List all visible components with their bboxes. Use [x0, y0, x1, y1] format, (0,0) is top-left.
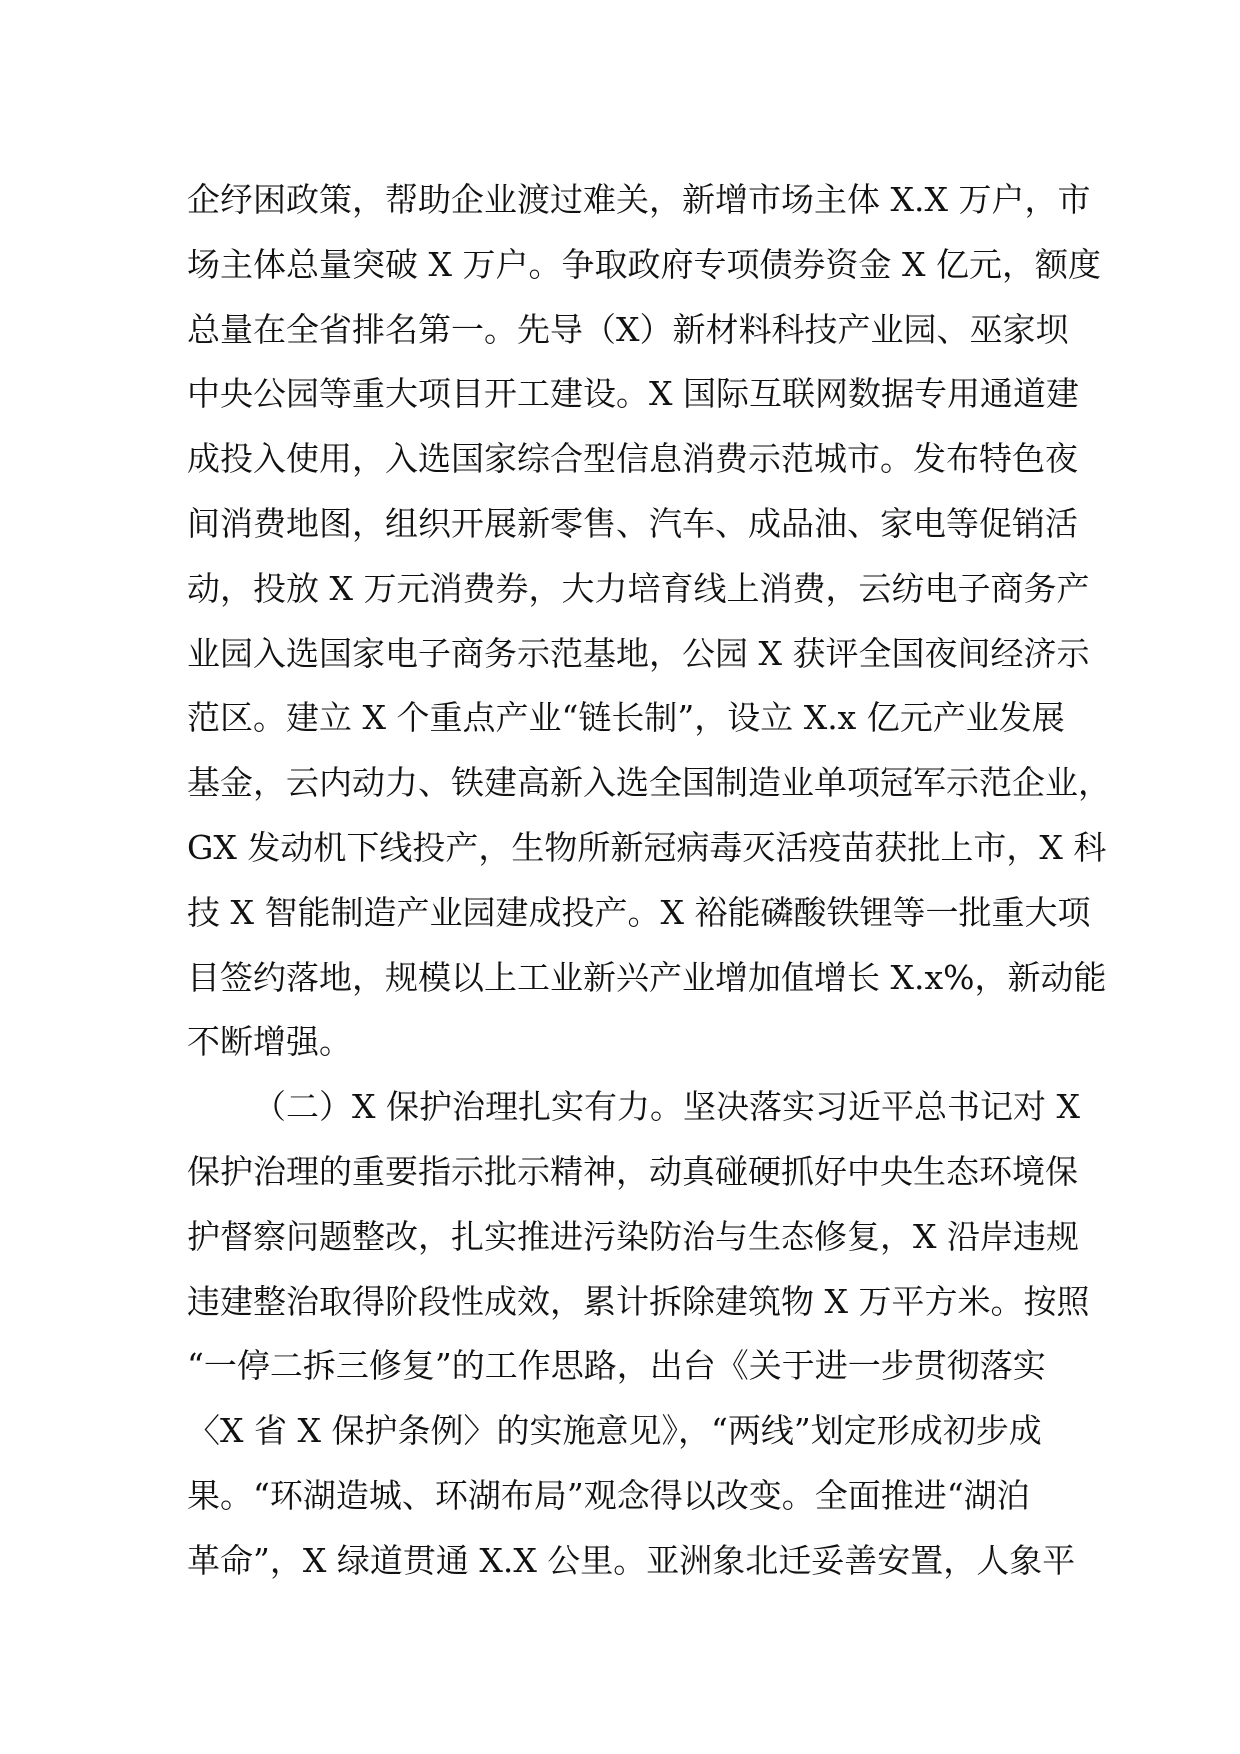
text-line: 果。“环湖造城、环湖布局”观念得以改变。全面推进“湖泊: [187, 1475, 1030, 1515]
text-line: 保护治理的重要指示批示精神，动真碰硬抓好中央生态环境保: [187, 1151, 1078, 1191]
text-line: 革命”，X 绿道贯通 X.X 公里。亚洲象北迁妥善安置，人象平: [187, 1540, 1076, 1580]
text-line: 间消费地图，组织开展新零售、汽车、成品油、家电等促销活: [187, 503, 1078, 543]
text-line: 中央公园等重大项目开工建设。X 国际互联网数据专用通道建: [187, 374, 1079, 414]
text-line: 技 X 智能制造产业园建成投产。X 裕能磷酸铁锂等一批重大项: [187, 892, 1091, 932]
text-line: 护督察问题整改，扎实推进污染防治与生态修复，X 沿岸违规: [187, 1216, 1079, 1256]
text-line: GX 发动机下线投产，生物所新冠病毒灭活疫苗获批上市，X 科: [187, 827, 1107, 867]
body-text: [187, 168, 1111, 1594]
text-line: 违建整治取得阶段性成效，累计拆除建筑物 X 万平方米。按照: [187, 1281, 1090, 1321]
text-line: 范区。建立 X 个重点产业“链长制”，设立 X.x 亿元产业发展: [187, 698, 1065, 738]
text-line: 目签约落地，规模以上工业新兴产业增加值增长 X.x%，新动能: [187, 957, 1107, 997]
text-line: 〈X 省 X 保护条例〉的实施意见》，“两线”划定形成初步成: [187, 1411, 1042, 1451]
section-heading-line: （二）X 保护治理扎实有力。坚决落实习近平总书记对 X: [253, 1087, 1080, 1127]
text-line: 企纾困政策，帮助企业渡过难关，新增市场主体 X.X 万户，市: [187, 180, 1091, 219]
text-line: 动，投放 X 万元消费券，大力培育线上消费，云纺电子商务产: [187, 568, 1090, 608]
text-line: 业园入选国家电子商务示范基地，公园 X 获评全国夜间经济示: [187, 633, 1090, 673]
text-line: 总量在全省排名第一。先导（X）新材料科技产业园、巫家坝: [187, 309, 1069, 349]
text-line: 不断增强。: [187, 1022, 352, 1062]
text-line: 基金，云内动力、铁建高新入选全国制造业单项冠军示范企业，: [187, 763, 1111, 803]
text-line: 成投入使用，入选国家综合型信息消费示范城市。发布特色夜: [187, 439, 1078, 479]
text-line: 场主体总量突破 X 万户。争取政府专项债券资金 X 亿元，额度: [187, 244, 1101, 284]
text-line: “一停二拆三修复”的工作思路，出台《关于进一步贯彻落实: [187, 1346, 1046, 1386]
